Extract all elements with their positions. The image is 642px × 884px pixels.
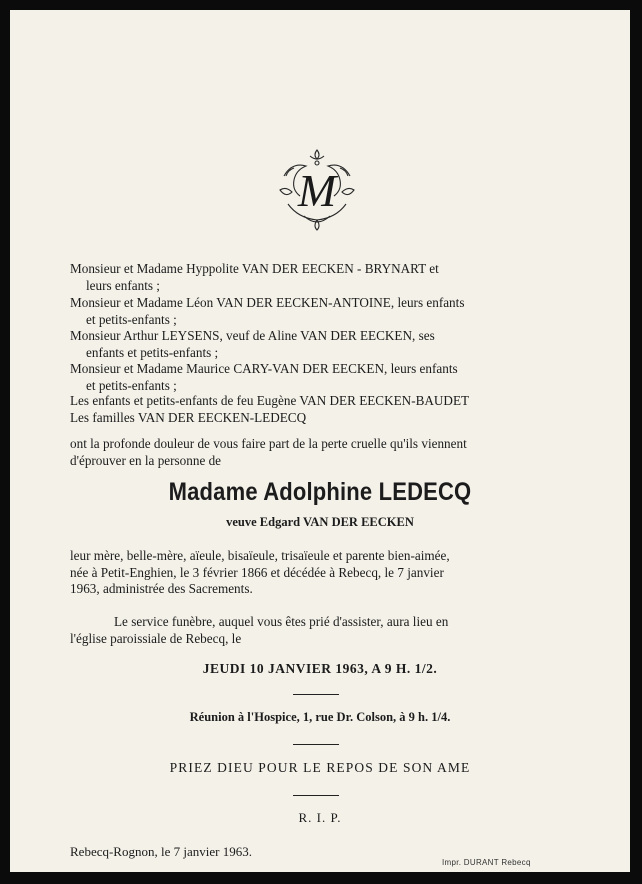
- place-and-date: Rebecq-Rognon, le 7 janvier 1963.: [70, 844, 252, 859]
- divider: [293, 694, 339, 695]
- family-line: Monsieur et Madame Hyppolite VAN DER EECKEN - BRYNART et: [70, 261, 439, 276]
- family-entry: [70, 410, 575, 427]
- prayer: PRIEZ DIEU POUR LE REPOS DE SON AME: [169, 760, 471, 775]
- widow-of: veuve Edgard VAN DER EECKEN: [226, 515, 414, 529]
- family-entry: [70, 261, 575, 294]
- service-text: [70, 614, 575, 647]
- relation-line: née à Petit-Enghien, le 3 février 1866 et décédée à Rebecq, le 7 janvier: [70, 564, 444, 580]
- family-line-continued: enfants et petits-enfants ;: [86, 344, 219, 360]
- family-line: Les familles VAN DER EECKEN-LEDECQ: [70, 410, 307, 425]
- relation-line: leur mère, belle-mère, aïeule, bisaïeule, trisaïeule et parente bien-aimée,: [70, 548, 450, 563]
- reunion-note: Réunion à l'Hospice, 1, rue Dr. Colson, à 9 h. 1/4.: [189, 710, 451, 724]
- announcement-line: d'éprouver en la personne de: [70, 452, 222, 468]
- family-line: Monsieur et Madame Maurice CARY-VAN DER EECKEN, leurs enfants: [70, 361, 458, 376]
- deceased-name: Madame Adolphine LEDECQ: [168, 478, 472, 506]
- family-entry: [70, 328, 575, 361]
- divider: [293, 795, 339, 796]
- service-line: Le service funèbre, auquel vous êtes prié d'assister, aura lieu en: [114, 614, 449, 629]
- divider: [293, 744, 339, 745]
- family-entry: [70, 393, 575, 410]
- family-line: Les enfants et petits-enfants de feu Eugène VAN DER EECKEN-BAUDET: [70, 393, 470, 408]
- family-line-continued: et petits-enfants ;: [86, 311, 177, 327]
- monogram-ornament-icon: [274, 146, 360, 232]
- family-entry: [70, 295, 575, 328]
- announcement-line: ont la profonde douleur de vous faire part de la perte cruelle qu'ils viennent: [70, 436, 467, 451]
- relation-text: [70, 548, 575, 598]
- family-line: Monsieur et Madame Léon VAN DER EECKEN-ANTOINE, leurs enfants: [70, 295, 465, 310]
- family-line-continued: et petits-enfants ;: [86, 377, 177, 393]
- mourning-card: [10, 10, 630, 872]
- family-line: Monsieur Arthur LEYSENS, veuf de Aline VAN DER EECKEN, ses: [70, 328, 435, 343]
- monogram-letter: M: [297, 165, 337, 216]
- service-date: JEUDI 10 JANVIER 1963, A 9 H. 1/2.: [202, 661, 438, 676]
- service-line: l'église paroissiale de Rebecq, le: [70, 630, 242, 646]
- family-entry: [70, 361, 575, 394]
- relation-line: 1963, administrée des Sacrements.: [70, 581, 253, 596]
- family-line-continued: leurs enfants ;: [86, 277, 160, 293]
- rip: R. I. P.: [298, 810, 342, 825]
- printer-credit: Impr. DURANT Rebecq: [442, 858, 531, 867]
- announcement: [70, 436, 575, 469]
